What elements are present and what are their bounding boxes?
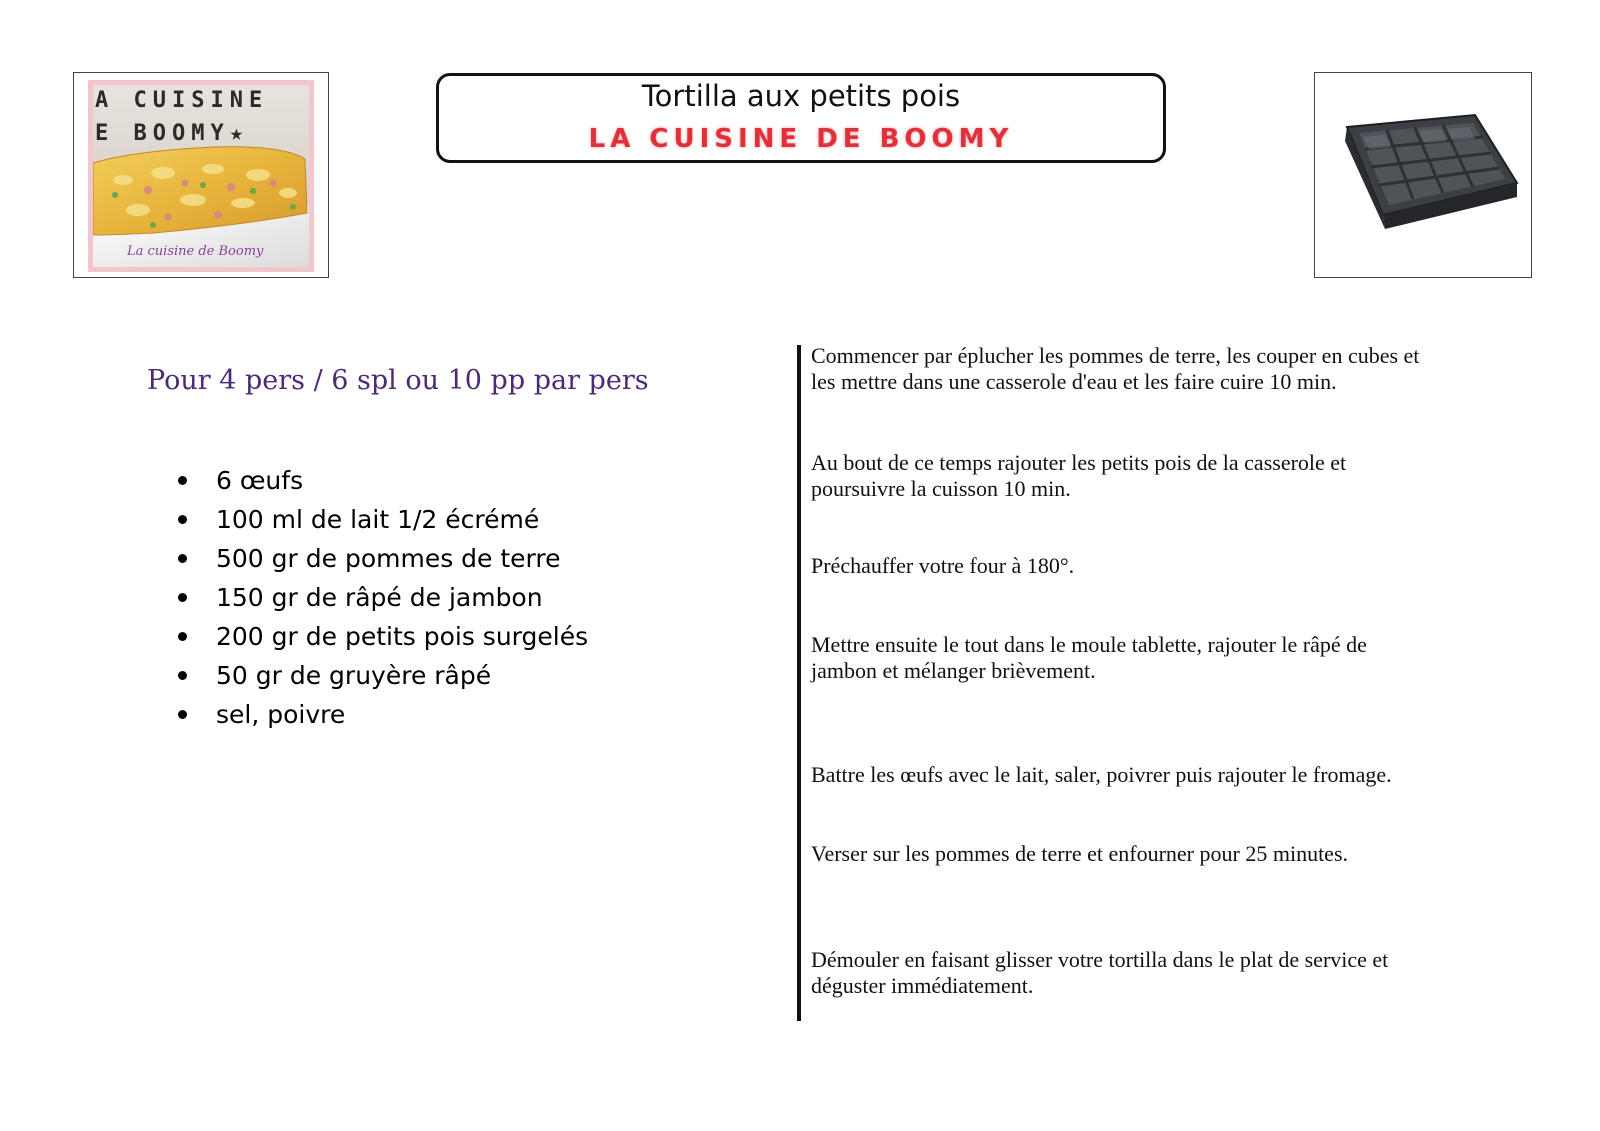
step-3: Préchauffer votre four à 180°. [811,553,1075,578]
ingredient-text: 500 gr de pommes de terre [216,544,561,573]
recipe-photo-frame [73,72,329,278]
bullet-icon [178,710,187,719]
ingredient-item [178,500,588,539]
title-box [436,73,1166,163]
ingredient-text: 200 gr de petits pois surgelés [216,622,589,651]
ingredient-text: 100 ml de lait 1/2 écrémé [216,505,540,534]
ingredient-item [178,461,588,500]
ingredients-list [178,461,588,734]
step-5: Battre les œufs avec le lait, saler, poivrer puis rajouter le fromage. [811,762,1392,787]
ingredient-text: 50 gr de gruyère râpé [216,661,492,690]
mold-photo-frame [1314,72,1532,278]
recipe-photo [88,80,314,272]
photo-board-line-2: E BOOMY★ [95,121,249,146]
tablet-mold-icon [1325,113,1521,237]
servings-text: Pour 4 pers / 6 spl ou 10 pp par pers [147,365,649,396]
column-divider [797,345,801,1021]
bullet-icon [178,515,187,524]
bullet-icon [178,671,187,680]
ingredient-item [178,656,588,695]
step-6: Verser sur les pommes de terre et enfourner pour 25 minutes. [811,841,1349,866]
bullet-icon [178,632,187,641]
ingredient-item [178,695,588,734]
bullet-icon [178,476,187,485]
recipe-title: Tortilla aux petits pois [641,79,961,113]
ingredient-item [178,617,588,656]
step-1: Commencer par éplucher les pommes de terre, les couper en cubes et les mettre dans une casserole d'eau et les faire cuire 10 min. [811,343,1420,394]
photo-caption: La cuisine de Boomy [127,244,264,259]
bullet-icon [178,554,187,563]
ingredient-text: sel, poivre [216,700,346,729]
step-7: Démouler en faisant glisser votre tortilla dans le plat de service et déguster immédiatement. [811,947,1389,998]
brand-name: LA CUISINE DE BOOMY [588,124,1014,154]
ingredient-text: 6 œufs [216,466,304,495]
photo-board-line-1: A CUISINE [95,88,269,113]
tortilla-photo-image [93,85,309,267]
step-4: Mettre ensuite le tout dans le moule tablette, rajouter le râpé de jambon et mélanger brièvement. [811,632,1367,683]
ingredient-item [178,578,588,617]
ingredient-item [178,539,588,578]
ingredient-text: 150 gr de râpé de jambon [216,583,543,612]
step-2: Au bout de ce temps rajouter les petits pois de la casserole et poursuivre la cuisson 10 min. [811,450,1347,501]
bullet-icon [178,593,187,602]
